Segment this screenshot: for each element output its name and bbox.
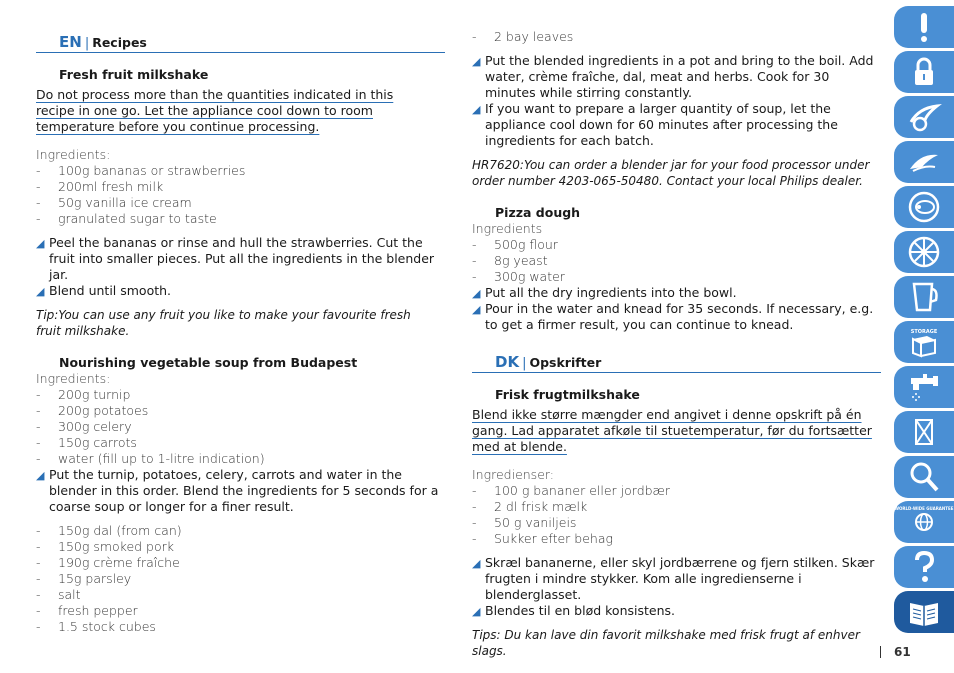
citrus-press-icon xyxy=(907,235,941,269)
list-item: - 150g smoked pork xyxy=(36,539,175,554)
separator: | xyxy=(84,36,90,51)
list-item: - 50 g vaniljeis xyxy=(472,515,577,530)
section-title: Recipes xyxy=(92,35,147,50)
list-item: - 200ml fresh milk xyxy=(36,179,164,194)
list-item: - Sukker efter behag xyxy=(472,531,613,546)
exclamation-icon xyxy=(907,10,941,44)
recipe-title: Pizza dough xyxy=(495,205,581,220)
recipe-title: Frisk frugtmilkshake xyxy=(495,387,640,402)
step-item: ◢ Blend until smooth. xyxy=(36,283,172,298)
section-header-en xyxy=(36,32,445,53)
ingredients-label: Ingredienser: xyxy=(472,467,555,482)
list-item: - 300g water xyxy=(472,269,565,284)
warning-text: Blend ikke større mængder end angivet i denne opskrift på én gang. Lad apparatet afkøle til stuetemperatur, før du fortsætter med at blende. xyxy=(472,407,872,454)
ingredient-list xyxy=(472,29,882,45)
list-item: - 100 g bananer eller jordbær xyxy=(472,483,670,498)
magnifier-icon xyxy=(907,460,941,494)
warning-text: Do not process more than the quantities indicated in this recipe in one go. Let the appliance cool down to room temperature before you continue processing. xyxy=(36,87,394,134)
tab-storage[interactable] xyxy=(894,321,954,363)
page-number: 61 xyxy=(894,645,911,659)
tab-blade[interactable] xyxy=(894,96,954,138)
step-item: ◢ Put all the dry ingredients into the bowl. xyxy=(472,285,737,300)
blender-jar-icon xyxy=(907,280,941,314)
page-number-separator xyxy=(880,646,881,658)
svg-text:WORLD-WIDE GUARANTEE: WORLD-WIDE GUARANTEE xyxy=(894,506,954,511)
list-item: - granulated sugar to taste xyxy=(36,211,217,226)
right-column-dk xyxy=(472,372,882,659)
tip-text: Tips: Du kan lave din favorit milkshake med frisk frugt af enhver slags. xyxy=(472,628,860,658)
right-column xyxy=(472,29,882,333)
language-code: DK xyxy=(495,353,520,371)
ingredients-label: Ingredients xyxy=(472,221,543,236)
ingredient-list xyxy=(472,483,882,547)
list-item: - 15g parsley xyxy=(36,571,132,586)
step-item: ◢ If you want to prepare a larger quantity of soup, let the appliance cool down for 60 minutes after processing the ingredients for each batch. xyxy=(472,101,838,148)
recipe-title: Fresh fruit milkshake xyxy=(59,67,209,82)
question-icon xyxy=(907,550,941,584)
whisk-icon xyxy=(907,145,941,179)
tab-recipes[interactable] xyxy=(894,591,954,633)
list-item: - 50g vanilla ice cream xyxy=(36,195,192,210)
step-item: ◢ Blendes til en blød konsistens. xyxy=(472,603,676,618)
tab-dishwasher[interactable] xyxy=(894,411,954,453)
tab-cleaning[interactable] xyxy=(894,366,954,408)
ingredients-label: Ingredients: xyxy=(36,371,111,386)
note-text: HR7620:You can order a blender jar for your food processor under order number 4203-065-50480. Contact your local Philips dealer. xyxy=(472,158,870,188)
bullet-triangle-icon: ◢ xyxy=(472,605,481,618)
list-item: - 300g celery xyxy=(36,419,132,434)
tab-troubleshoot[interactable] xyxy=(894,456,954,498)
list-item: - fresh pepper xyxy=(36,603,138,618)
svg-text:STORAGE: STORAGE xyxy=(910,329,938,335)
bullet-triangle-icon: ◢ xyxy=(36,237,45,250)
ingredient-list xyxy=(36,163,446,227)
tip-text: Tip:You can use any fruit you like to make your favourite fresh fruit milkshake. xyxy=(36,308,411,338)
list-item: - 200g turnip xyxy=(36,387,131,402)
storage-icon xyxy=(907,325,941,359)
bullet-triangle-icon: ◢ xyxy=(472,55,481,68)
bullet-triangle-icon: ◢ xyxy=(472,103,481,116)
step-item: ◢ Put the blended ingredients in a pot and bring to the boil. Add water, crème fraîche, dal, meat and herbs. Cook for 30 minutes while stirring constantly. xyxy=(472,53,874,100)
disc-icon xyxy=(907,190,941,224)
bullet-triangle-icon: ◢ xyxy=(36,469,45,482)
tab-disc[interactable] xyxy=(894,186,954,228)
step-item: ◢ Skræl bananerne, eller skyl jordbærrene og fjern stilken. Skær frugten i mindre stykker. Kom alle ingredienserne i blenderglasset. xyxy=(472,555,875,602)
ingredient-list xyxy=(36,387,446,467)
tab-whisk[interactable] xyxy=(894,141,954,183)
recipe-title: Nourishing vegetable soup from Budapest xyxy=(59,355,358,370)
bullet-triangle-icon: ◢ xyxy=(36,285,45,298)
section-header-dk xyxy=(472,352,881,373)
side-tab-bar xyxy=(894,6,954,638)
list-item: - 190g crème fraîche xyxy=(36,555,180,570)
bullet-triangle-icon: ◢ xyxy=(472,303,481,316)
padlock-icon xyxy=(907,55,941,89)
ingredients-label: Ingredients: xyxy=(36,147,111,162)
section-title: Opskrifter xyxy=(529,355,602,370)
list-item: - 1.5 stock cubes xyxy=(36,619,156,634)
list-item: - 2 bay leaves xyxy=(472,29,574,44)
tap-icon xyxy=(907,370,941,404)
bullet-triangle-icon: ◢ xyxy=(472,557,481,570)
list-item: - 150g dal (from can) xyxy=(36,523,182,538)
ingredient-list xyxy=(472,237,882,285)
list-item: - water (fill up to 1-litre indication) xyxy=(36,451,265,466)
bullet-triangle-icon: ◢ xyxy=(472,287,481,300)
list-item: - salt xyxy=(36,587,81,602)
language-code: EN xyxy=(59,33,82,51)
tab-jar[interactable] xyxy=(894,276,954,318)
recipe-book-icon xyxy=(907,595,941,629)
separator: | xyxy=(522,356,527,371)
tab-questions[interactable] xyxy=(894,546,954,588)
left-column xyxy=(36,52,446,635)
tab-safety[interactable] xyxy=(894,6,954,48)
step-item: ◢ Peel the bananas or rinse and hull the strawberries. Cut the fruit into smaller pieces. Put all the ingredients in the blender jar. xyxy=(36,235,435,282)
tab-lock[interactable] xyxy=(894,51,954,93)
step-item: ◢ Pour in the water and knead for 35 seconds. If necessary, e.g. to get a firmer result, you can continue to knead. xyxy=(472,301,874,332)
tab-guarantee[interactable] xyxy=(894,501,954,543)
ingredient-list xyxy=(36,523,446,635)
step-item: ◢ Put the turnip, potatoes, celery, carrots and water in the blender in this order. Blend the ingredients for 5 seconds for a coarse soup or longer for a finer result. xyxy=(36,467,439,514)
list-item: - 500g flour xyxy=(472,237,558,252)
blade-icon xyxy=(907,100,941,134)
list-item: - 2 dl frisk mælk xyxy=(472,499,588,514)
tab-citrus[interactable] xyxy=(894,231,954,273)
list-item: - 8g yeast xyxy=(472,253,548,268)
list-item: - 100g bananas or strawberries xyxy=(36,163,246,178)
list-item: - 200g potatoes xyxy=(36,403,149,418)
guarantee-icon xyxy=(894,505,954,539)
list-item: - 150g carrots xyxy=(36,435,137,450)
no-dishwasher-icon xyxy=(907,415,941,449)
